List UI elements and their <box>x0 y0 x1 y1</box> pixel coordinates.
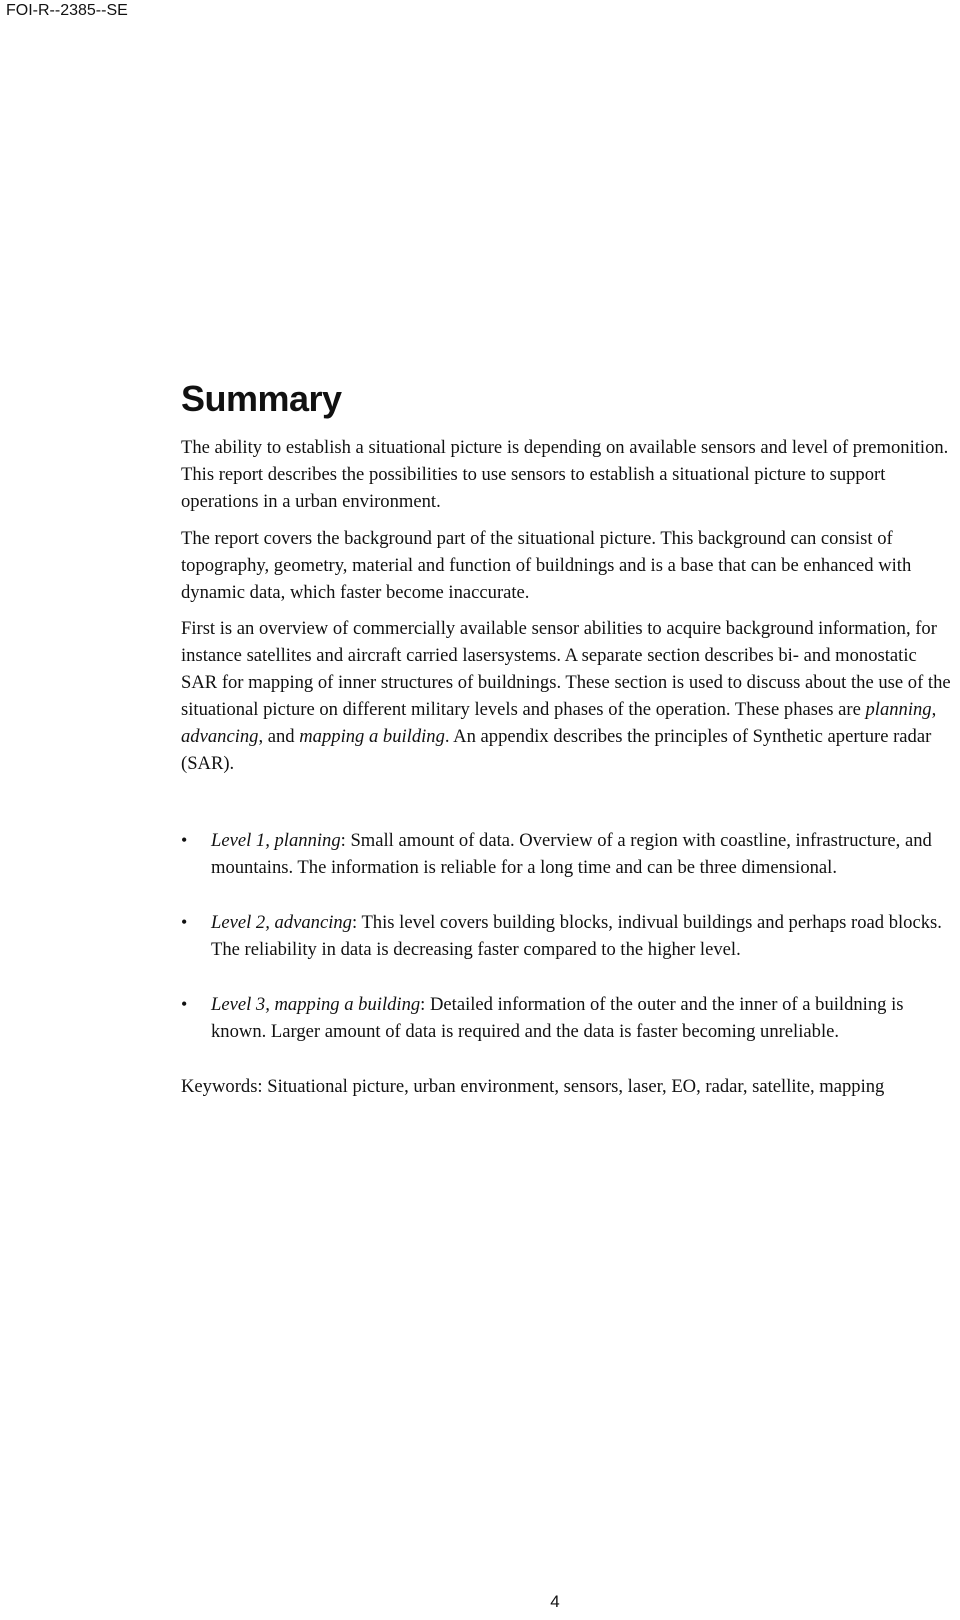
bullet-icon: • <box>181 830 188 850</box>
section-heading: Summary <box>181 378 342 419</box>
phase-advancing: advancing <box>181 726 259 747</box>
paragraph-3 <box>181 615 951 777</box>
bullet-icon: • <box>181 912 188 932</box>
level-list <box>181 827 951 1045</box>
phase-planning: planning <box>865 699 932 720</box>
keywords: Keywords: Situational picture, urban environment, sensors, laser, EO, radar, satellite, mapping <box>181 1076 885 1097</box>
summary-section <box>181 378 951 1100</box>
level-term: Level 1, planning <box>211 830 341 851</box>
level-term: Level 3, mapping a building <box>211 994 421 1015</box>
phase-mapping: mapping a building <box>299 726 445 747</box>
paragraph-3-sep-2: , and <box>258 726 300 747</box>
list-item <box>181 827 951 881</box>
report-id: FOI-R--2385--SE <box>6 2 128 19</box>
bullet-icon: • <box>181 994 188 1014</box>
level-description: : Detailed information of the outer and the inner of a buildning is known. Larger amount of data is required and the data is faster becoming unreliable. <box>211 994 904 1042</box>
list-item <box>181 909 951 963</box>
list-item <box>181 991 951 1045</box>
paragraph-3-tail: . An appendix describes the principles of Synthetic aperture radar (SAR). <box>181 726 932 774</box>
level-description: : This level covers building blocks, indivual buildings and perhaps road blocks. The reliability in data is decreasing faster compared to the higher level. <box>211 912 942 960</box>
paragraph-2: The report covers the background part of the situational picture. This background can consist of topography, geometry, material and function of buildnings and is a base that can be enhanced with dynamic data, which faster become inaccurate. <box>181 528 912 603</box>
level-term: Level 2, advancing <box>211 912 352 933</box>
page-number: 4 <box>550 1592 560 1611</box>
paragraph-1: The ability to establish a situational picture is depending on available sensors and level of premonition. This report describes the possibilities to use sensors to establish a situational picture to support operations in a urban environment. <box>181 437 949 512</box>
paragraph-3-sep-1: , <box>931 699 937 720</box>
level-description: : Small amount of data. Overview of a region with coastline, infrastructure, and mountains. The information is reliable for a long time and can be three dimensional. <box>211 830 932 878</box>
paragraph-3-text: First is an overview of commercially available sensor abilities to acquire background information, for instance satellites and aircraft carried lasersystems. A separate section describes bi- and monostatic SAR for mapping of inner structures of buildnings. These section is used to discuss about the use of the situational picture on different military levels and phases of the operation. These phases are <box>181 618 951 720</box>
